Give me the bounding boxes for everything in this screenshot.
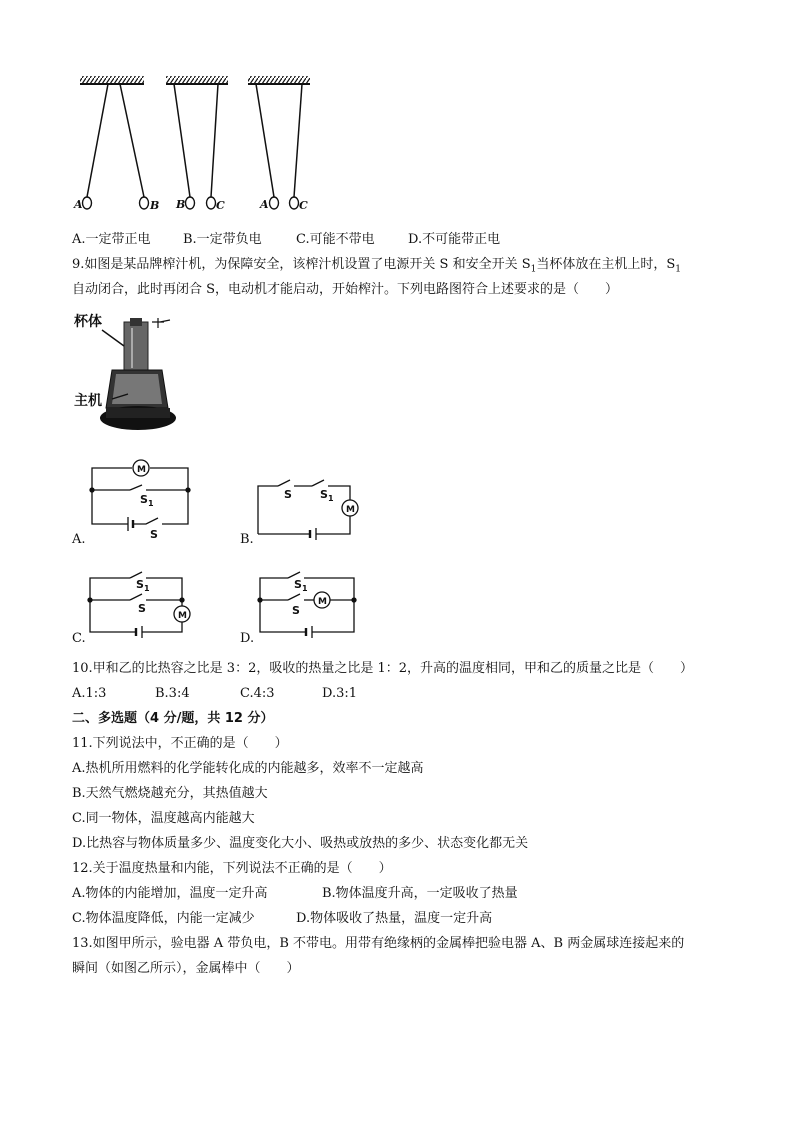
- q8-option-d: D.不可能带正电: [408, 232, 501, 247]
- q11-option-d: D.比热容与物体质量多少、温度变化大小、吸热或放热的多少、状态变化都无关: [72, 836, 529, 851]
- q12-stem: 12.关于温度热量和内能，下列说法不正确的是（ ）: [72, 861, 392, 876]
- q12-option-c: C.物体温度降低，内能一定减少: [72, 911, 255, 926]
- switch-label-s: S: [150, 528, 158, 541]
- switch-label-s: S: [292, 604, 300, 617]
- q12-option-b: B.物体温度升高，一定吸收了热量: [322, 886, 518, 901]
- q11-option-a: A.热机所用燃料的化学能转化成的内能越多，效率不一定越高: [72, 761, 424, 776]
- q11-stem: 11.下列说法中，不正确的是（ ）: [72, 736, 288, 751]
- q10-option-d: D.3:1: [322, 686, 358, 701]
- q8-option-b: B.一定带负电: [183, 232, 262, 247]
- pendulum-figure: [70, 72, 360, 220]
- juicer-label-base: 主机: [74, 393, 102, 409]
- q13-stem-line1: 13.如图甲所示，验电器 A 带负电，B 不带电。用带有绝缘柄的金属棒把验电器 A、B 两金属球连接起来的: [72, 936, 685, 951]
- switch-label-s1: $S_1$: [140, 493, 154, 508]
- pendulum-pair-bc: [166, 76, 228, 209]
- circuit-b: [254, 474, 364, 540]
- q10-option-c: C.4:3: [240, 686, 275, 701]
- q10-option-a: A.1:3: [72, 686, 107, 701]
- motor-label: M: [137, 465, 146, 475]
- switch-label-s: S: [284, 488, 292, 501]
- ball-label: B: [150, 199, 160, 212]
- q10-stem: 10.甲和乙的比热容之比是 3：2，吸收的热量之比是 1：2，升高的温度相同，甲和乙的质量之比是（ ）: [72, 661, 694, 676]
- circuit-c: [86, 570, 196, 638]
- circuit-a: [86, 460, 196, 540]
- q11-option-b: B.天然气燃烧越充分，其热值越大: [72, 786, 268, 801]
- q9-stem-part2: 当杯体放在主机上时，S: [536, 257, 676, 272]
- q11-option-c: C.同一物体，温度越高内能越大: [72, 811, 255, 826]
- ball-label: A: [74, 198, 83, 211]
- q12-option-d: D.物体吸收了热量，温度一定升高: [296, 911, 493, 926]
- juicer-label-cup: 杯体: [74, 314, 102, 330]
- circuit-d-label: D.: [240, 631, 255, 646]
- circuit-a-label: A.: [72, 532, 86, 547]
- q12-option-a: A.物体的内能增加，温度一定升高: [72, 886, 268, 901]
- motor-label: M: [318, 597, 327, 607]
- subscript: 1: [530, 264, 537, 275]
- ball-label: A: [260, 198, 269, 211]
- switch-label-s1: $S_1$: [320, 488, 334, 503]
- switch-label-s1: $S_1$: [294, 578, 308, 593]
- switch-label-s: S: [138, 602, 146, 615]
- q9-stem-line1: [72, 256, 681, 279]
- motor-label: M: [346, 505, 355, 515]
- subscript: 1: [675, 264, 681, 275]
- pendulum-pair-ab: [80, 76, 149, 209]
- section-heading: 二、多选题（4 分/题，共 12 分）: [72, 711, 274, 726]
- ball-label: C: [299, 199, 308, 212]
- q9-stem-part1: 9.如图是某品牌榨汁机，为保障安全，该榨汁机设置了电源开关 S 和安全开关 S: [72, 257, 531, 272]
- motor-label: M: [178, 611, 187, 621]
- q9-stem-line2: 自动闭合，此时再闭合 S，电动机才能启动，开始榨汁。下列电路图符合上述要求的是（ ）: [72, 282, 619, 297]
- q8-option-a: A.一定带正电: [72, 232, 151, 247]
- switch-label-s1: $S_1$: [136, 578, 150, 593]
- ball-label: B: [176, 198, 186, 211]
- q13-stem-line2: 瞬间（如图乙所示），金属棒中（ ）: [72, 961, 300, 976]
- pendulum-pair-ac: [248, 76, 310, 209]
- circuit-c-label: C.: [72, 631, 86, 646]
- circuit-d: [256, 570, 366, 638]
- q8-option-c: C.可能不带电: [296, 232, 375, 247]
- q10-option-b: B.3:4: [155, 686, 190, 701]
- ball-label: C: [216, 199, 225, 212]
- juicer-image: [72, 308, 187, 436]
- circuit-b-label: B.: [240, 532, 254, 547]
